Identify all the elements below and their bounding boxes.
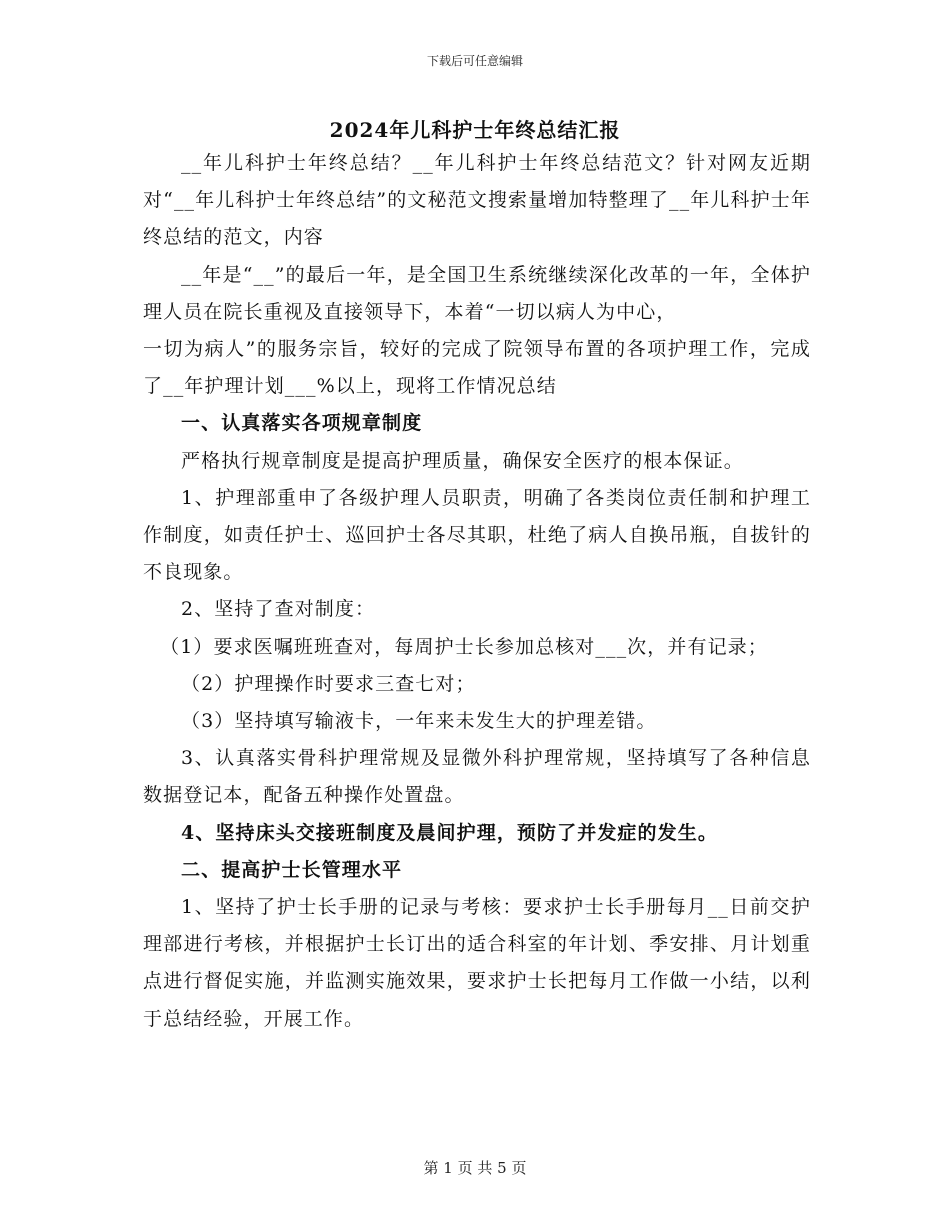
paragraph: 严格执行规章制度是提高护理质量，确保安全医疗的根本保证。	[181, 449, 744, 472]
document-title: 2024年儿科护士年终总结汇报	[329, 118, 621, 142]
page-header-note: 下载后可任意编辑	[426, 54, 523, 68]
paragraph-intro: __年儿科护士年终总结？__年儿科护士年终总结范文？针对网友近期对“__年儿科护士年终总结”的文秘范文搜索量增加特整理了__年儿科护士年终总结的范文，内容	[143, 152, 811, 249]
paragraph-overview-cont: 一切为病人”的服务宗旨，较好的完成了院领导布置的各项护理工作，完成了__年护理计划___%以上，现将工作情况总结	[143, 338, 811, 398]
paragraph: 1、坚持了护士长手册的记录与考核：要求护士长手册每月__日前交护理部进行考核，并根据护士长订出的适合科室的年计划、季安排、月计划重点进行督促实施，并监测实施效果，要求护士长把每月工作做一小结，以利于总结经验，开展工作。	[143, 896, 811, 1030]
page-number: 第 1 页 共 5 页	[423, 1159, 527, 1177]
section-heading-2: 二、提高护士长管理水平	[181, 858, 403, 881]
list-item: （1）要求医嘱班班查对，每周护士长参加总核对___次，并有记录；	[160, 635, 768, 658]
list-item: （2）护理操作时要求三查七对；	[181, 672, 476, 695]
document-body	[143, 145, 811, 1038]
paragraph: 1、护理部重申了各级护理人员职责，明确了各类岗位责任制和护理工作制度，如责任护士、巡回护士各尽其职，杜绝了病人自换吊瓶，自拔针的不良现象。	[143, 486, 811, 584]
paragraph: 2、坚持了查对制度：	[181, 598, 376, 621]
paragraph-overview: __年是“__”的最后一年，是全国卫生系统继续深化改革的一年，全体护理人员在院长重视及直接领导下，本着“一切以病人为中心，	[143, 263, 811, 323]
section-heading-1: 一、认真落实各项规章制度	[181, 412, 423, 435]
paragraph-bold: 4、坚持床头交接班制度及晨间护理，预防了并发症的发生。	[181, 821, 718, 844]
list-item: （3）坚持填写输液卡，一年来未发生大的护理差错。	[181, 710, 657, 733]
paragraph: 3、认真落实骨科护理常规及显微外科护理常规，坚持填写了各种信息数据登记本，配备五种操作处置盘。	[143, 747, 811, 807]
